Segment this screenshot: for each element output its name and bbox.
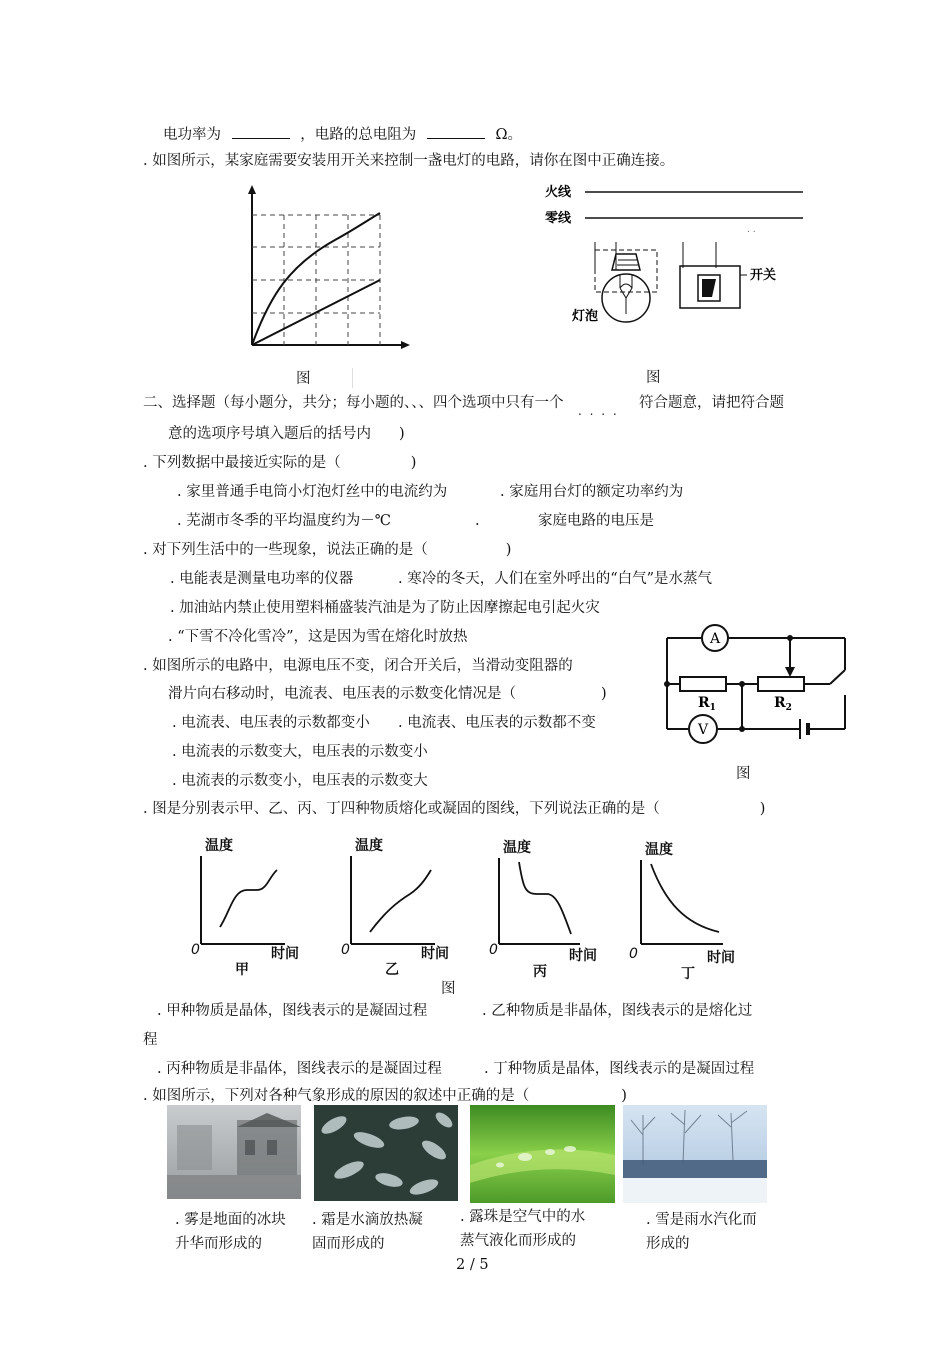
r2-label: $R_2$ bbox=[774, 695, 792, 713]
figure-label: 图 bbox=[441, 981, 456, 997]
page-number: 2 / 5 bbox=[456, 1257, 489, 1273]
figure-label: 图 bbox=[646, 370, 661, 386]
graph-yi bbox=[341, 837, 449, 978]
question-e: . 如图所示，下列对各种气象形成的原因的叙述中正确的是（ ) bbox=[143, 1088, 627, 1104]
option-d[interactable]: . “下雪不冷化雪冷”，这是因为雪在熔化时放热 bbox=[168, 629, 468, 645]
option-a[interactable]: . 家里普通手电筒小灯泡灯丝中的电流约为 bbox=[177, 484, 448, 500]
caption-b[interactable]: . 霜是水滴放热凝 固而形成的 bbox=[312, 1212, 423, 1252]
blank[interactable] bbox=[232, 124, 290, 139]
option-b[interactable]: . 电流表、电压表的示数都不变 bbox=[398, 715, 596, 731]
svg-text:丁: 丁 bbox=[681, 966, 695, 982]
option-b-cont: 程 bbox=[143, 1032, 158, 1048]
wiring-diagram bbox=[540, 180, 815, 330]
dew-photo bbox=[470, 1105, 615, 1203]
figure-label: 图 bbox=[296, 371, 311, 387]
svg-text:温度: 温度 bbox=[645, 842, 673, 858]
graph-jia bbox=[191, 837, 299, 978]
emphasis-dots: . . . . bbox=[578, 404, 619, 418]
svg-text:时间: 时间 bbox=[569, 948, 597, 964]
text-line: 电功率为 ，电路的总电阻为 Ω。 bbox=[163, 124, 522, 144]
question-c: . 如图所示的电路中，电源电压不变，闭合开关后，当滑动变阻器的 bbox=[143, 658, 573, 674]
question-c-line2: 滑片向右移动时，电流表、电压表的示数变化情况是（ ) bbox=[168, 686, 607, 702]
graph-bing bbox=[489, 839, 597, 980]
question-wiring: . 如图所示，某家庭需要安装用开关来控制一盏电灯的电路，请你在图中正确连接。 bbox=[143, 153, 675, 169]
svg-text:0: 0 bbox=[489, 942, 498, 958]
switch-label: 开关 bbox=[750, 268, 777, 283]
question-b: . 对下列生活中的一些现象，说法正确的是（ ) bbox=[143, 542, 512, 558]
divider bbox=[352, 368, 353, 388]
bulb-icon bbox=[595, 242, 657, 322]
option-b[interactable]: . 乙种物质是非晶体，图线表示的是熔化过 bbox=[482, 1003, 753, 1019]
svg-text:甲: 甲 bbox=[235, 962, 249, 978]
svg-text:时间: 时间 bbox=[707, 950, 735, 966]
svg-text:温度: 温度 bbox=[205, 838, 233, 854]
svg-text:时间: 时间 bbox=[421, 946, 449, 962]
svg-text:时间: 时间 bbox=[271, 946, 299, 962]
svg-text:温度: 温度 bbox=[355, 838, 383, 854]
bulb-label: 灯泡 bbox=[572, 309, 599, 324]
fog-photo bbox=[167, 1105, 301, 1199]
question-d: . 图是分别表示甲、乙、丙、丁四种物质熔化或凝固的图线，下列说法正确的是（ ) bbox=[143, 801, 766, 817]
svg-text:温度: 温度 bbox=[503, 840, 531, 856]
figure-label: 图 bbox=[736, 766, 751, 782]
live-wire-label: 火线 bbox=[545, 185, 572, 200]
section-heading-line2: 意的选项序号填入题后的括号内 ) bbox=[168, 426, 405, 442]
voltmeter: V bbox=[697, 722, 709, 738]
option-a[interactable]: . 电能表是测量电功率的仪器 bbox=[170, 571, 354, 587]
circuit-diagram bbox=[660, 625, 855, 755]
option-b[interactable]: . 寒冷的冬天，人们在室外呼出的“白气”是水蒸气 bbox=[398, 571, 713, 587]
option-c[interactable]: . 电流表的示数变大，电压表的示数变小 bbox=[172, 744, 428, 760]
temperature-graphs bbox=[185, 832, 765, 982]
section-heading-cont: 符合题意，请把符合题 bbox=[639, 395, 784, 411]
caption-c[interactable]: . 露珠是空气中的水 蒸气液化而形成的 bbox=[460, 1209, 586, 1249]
option-a[interactable]: . 甲种物质是晶体，图线表示的是凝固过程 bbox=[157, 1003, 428, 1019]
option-d-marker: . bbox=[475, 513, 480, 529]
svg-text:乙: 乙 bbox=[385, 962, 399, 978]
blank[interactable] bbox=[427, 124, 485, 139]
option-d[interactable]: . 丁种物质是晶体，图线表示的是凝固过程 bbox=[484, 1061, 755, 1077]
snow-photo bbox=[623, 1105, 767, 1203]
caption-a[interactable]: . 雾是地面的冰块 升华而形成的 bbox=[175, 1212, 286, 1252]
option-c[interactable]: . 加油站内禁止使用塑料桶盛装汽油是为了防止因摩擦起电引起火灾 bbox=[170, 600, 600, 616]
option-d[interactable]: . 电流表的示数变小，电压表的示数变大 bbox=[172, 773, 428, 789]
svg-text:0: 0 bbox=[629, 946, 638, 962]
option-d[interactable]: 家庭电路的电压是 bbox=[538, 513, 654, 529]
svg-text:0: 0 bbox=[341, 942, 350, 958]
question-a: . 下列数据中最接近实际的是（ ) bbox=[143, 455, 417, 471]
option-c[interactable]: . 芜湖市冬季的平均温度约为－℃ bbox=[177, 513, 391, 529]
option-b[interactable]: . 家庭用台灯的额定功率约为 bbox=[500, 484, 684, 500]
r1-label: $R_1$ bbox=[698, 695, 716, 713]
switch-icon bbox=[680, 242, 747, 308]
ammeter: A bbox=[709, 631, 721, 647]
svg-text:. .: . . bbox=[747, 225, 756, 235]
neutral-wire-label: 零线 bbox=[545, 211, 572, 226]
svg-text:丙: 丙 bbox=[533, 964, 547, 980]
option-a[interactable]: . 电流表、电压表的示数都变小 bbox=[172, 715, 370, 731]
caption-d[interactable]: . 雪是雨水汽化而 形成的 bbox=[646, 1212, 757, 1252]
svg-text:0: 0 bbox=[191, 942, 200, 958]
graph-ding bbox=[629, 841, 735, 982]
frost-photo bbox=[314, 1105, 458, 1201]
section-heading: 二、选择题（每小题分，共分；每小题的、、、四个选项中只有一个 bbox=[143, 395, 564, 411]
iv-graph bbox=[240, 185, 415, 355]
option-c[interactable]: . 丙种物质是非晶体，图线表示的是凝固过程 bbox=[157, 1061, 442, 1077]
